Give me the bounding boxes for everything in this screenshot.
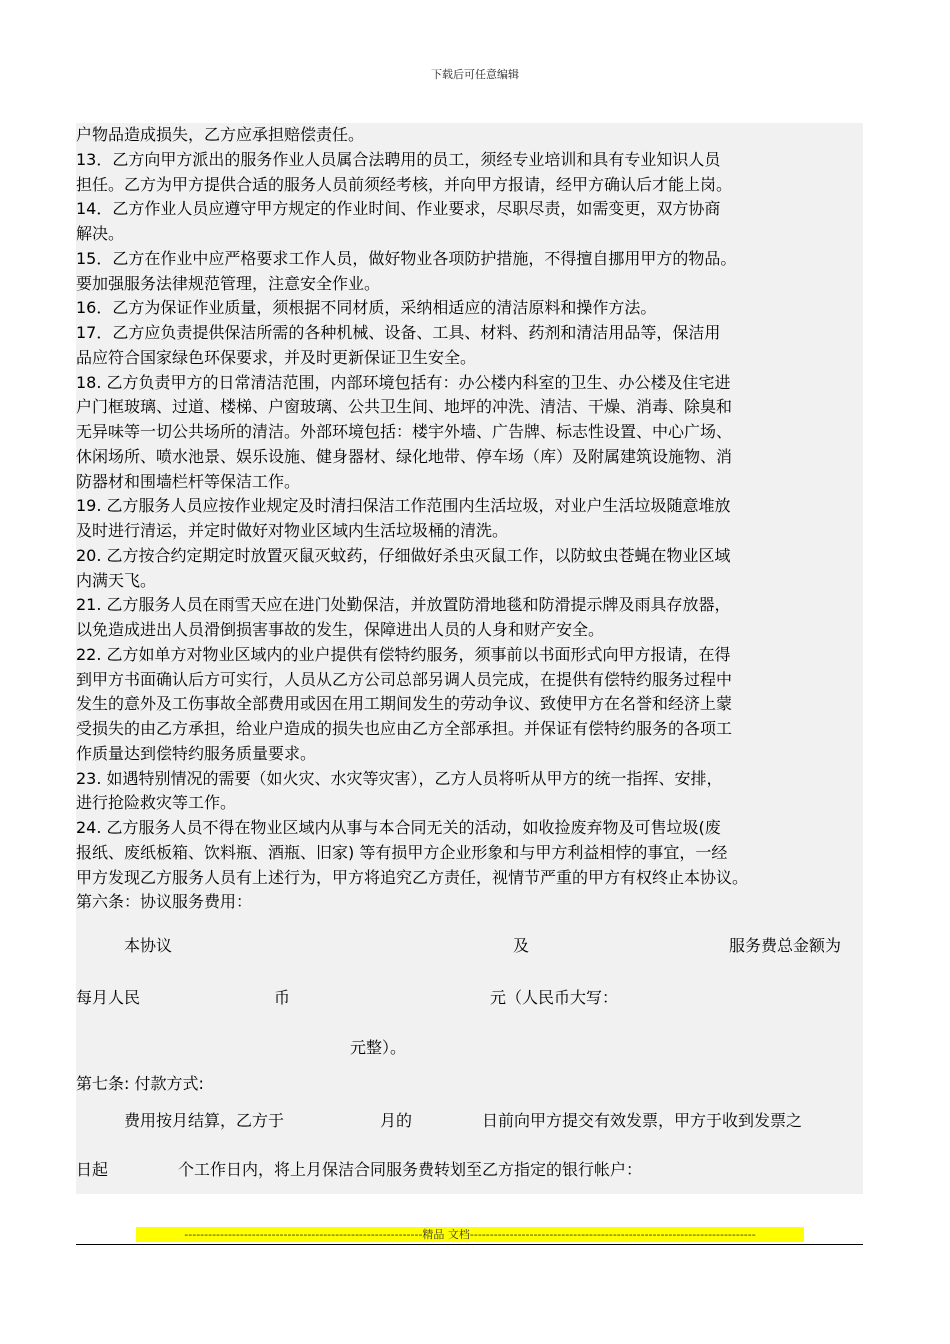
fee-text-yuan-capital: 元（人民币大写： xyxy=(490,988,619,1007)
document-line: 内满天飞。 xyxy=(76,570,157,590)
payment-text-from: 日起 xyxy=(76,1160,109,1179)
fee-text-rmb: 每月人民 xyxy=(76,988,141,1007)
document-line: 14．乙方作业人员应遵守甲方规定的作业时间、作业要求，尽职尽责，如需变更，双方协商 xyxy=(76,199,721,219)
fee-line-2 xyxy=(76,988,863,1008)
document-line: 作质量达到偿特约服务质量要求。 xyxy=(76,743,317,763)
document-line: 户门框玻璃、过道、楼梯、户窗玻璃、公共卫生间、地坪的冲洗、清洁、干燥、消毒、除臭和 xyxy=(76,397,733,417)
fee-text-total: 服务费总金额为 xyxy=(729,936,842,955)
document-line: 到甲方书面确认后方可实行，人员从乙方公司总部另调人员完成，在提供有偿特约服务过程中 xyxy=(76,669,733,689)
document-line: 以免造成进出人员滑倒损害事故的发生，保障进出人员的人身和财产安全。 xyxy=(76,620,605,639)
document-line: 18. 乙方负责甲方的日常清洁范围，内部环境包括有：办公楼内科室的卫生、办公楼及住宅进 xyxy=(76,372,731,392)
document-line: 担任。乙方为甲方提供合适的服务人员前须经考核，并向甲方报请，经甲方确认后才能上岗。 xyxy=(76,174,733,194)
document-line: 进行抢险救灾等工作。 xyxy=(76,793,237,813)
document-line: 报纸、废纸板箱、饮料瓶、酒瓶、旧家) 等有损甲方企业形象和与甲方利益相悖的事宜，一经 xyxy=(76,842,728,862)
document-line: 16．乙方为保证作业质量，须根据不同材质，采纳相适应的清洁原料和操作方法。 xyxy=(76,298,657,318)
fee-text-yuan-end: 元整）。 xyxy=(350,1038,407,1057)
payment-text-settle: 费用按月结算，乙方于 xyxy=(124,1111,285,1130)
document-line: 17．乙方应负责提供保洁所需的各种机械、设备、工具、材料、药剂和清洁用品等，保洁用 xyxy=(76,323,721,342)
footer-banner: ------------------------------------------------------------精品 文档------------------------------------------------------------------------ xyxy=(136,1227,804,1242)
document-line: 22. 乙方如单方对物业区域内的业户提供有偿特约服务，须事前以书面形式向甲方报请，在得 xyxy=(76,644,731,664)
fee-text-currency: 币 xyxy=(274,988,291,1007)
document-body xyxy=(76,123,863,1194)
document-line: 24. 乙方服务人员不得在物业区域内从事与本合同无关的活动，如收捡废弃物及可售垃圾(废 xyxy=(76,818,721,837)
document-line: 解决。 xyxy=(76,224,125,243)
document-line: 及时进行清运，并定时做好对物业区域内生活垃圾桶的清洗。 xyxy=(76,521,509,540)
payment-text-month: 月的 xyxy=(380,1111,413,1130)
payment-line-2 xyxy=(76,1160,863,1180)
document-line: 15．乙方在作业中应严格要求工作人员，做好物业各项防护措施，不得擅自挪用甲方的物品。 xyxy=(76,248,737,268)
fee-text-and: 及 xyxy=(513,936,530,955)
page-header: 下载后可任意编辑 xyxy=(431,68,519,81)
fee-line-1 xyxy=(124,936,864,956)
footer-divider xyxy=(76,1244,863,1245)
payment-text-workdays: 个工作日内，将上月保洁合同服务费转划至乙方指定的银行帐户： xyxy=(178,1160,643,1179)
document-line: 20. 乙方按合约定期定时放置灭鼠灭蚊药，仔细做好杀虫灭鼠工作，以防蚊虫苍蝇在物业区域 xyxy=(76,545,731,565)
document-line: 13．乙方向甲方派出的服务作业人员属合法聘用的员工，须经专业培训和具有专业知识人员 xyxy=(76,149,721,169)
document-line: 受损失的由乙方承担，给业户造成的损失也应由乙方全部承担。并保证有偿特约服务的各项工 xyxy=(76,719,733,738)
document-line: 23. 如遇特别情况的需要（如火灾、水灾等灾害），乙方人员将听从甲方的统一指挥、安排， xyxy=(76,768,723,788)
document-line: 要加强服务法律规范管理，注意安全作业。 xyxy=(76,273,381,293)
document-line: 休闲场所、喷水池景、娱乐设施、健身器材、绿化地带、停车场（库）及附属建筑设施物、消 xyxy=(76,446,733,466)
document-line: 19. 乙方服务人员应按作业规定及时清扫保洁工作范围内生活垃圾，对业户生活垃圾随意堆放 xyxy=(76,496,731,516)
article-7-heading: 第七条: 付款方式: xyxy=(76,1074,204,1093)
document-line: 无异味等一切公共场所的清洁。外部环境包括：楼宇外墙、广告牌、标志性设置、中心广场、 xyxy=(76,422,733,441)
document-line: 防器材和围墙栏杆等保洁工作。 xyxy=(76,471,301,491)
document-line: 21. 乙方服务人员在雨雪天应在进门处勤保洁，并放置防滑地毯和防滑提示牌及雨具存放器， xyxy=(76,595,731,615)
document-line: 发生的意外及工伤事故全部费用或因在用工期间发生的劳动争议、致使甲方在名誉和经济上蒙 xyxy=(76,694,733,714)
document-line: 户物品造成损失，乙方应承担赔偿责任。 xyxy=(76,125,365,144)
fee-text-agreement: 本协议 xyxy=(124,936,173,955)
document-line: 第六条：协议服务费用： xyxy=(76,892,253,912)
document-line: 品应符合国家绿色环保要求，并及时更新保证卫生安全。 xyxy=(76,347,477,367)
payment-line-1 xyxy=(124,1111,864,1131)
payment-text-invoice: 日前向甲方提交有效发票，甲方于收到发票之 xyxy=(482,1111,803,1130)
document-line: 甲方发现乙方服务人员有上述行为，甲方将追究乙方责任，视情节严重的甲方有权终止本协议。 xyxy=(76,867,749,887)
